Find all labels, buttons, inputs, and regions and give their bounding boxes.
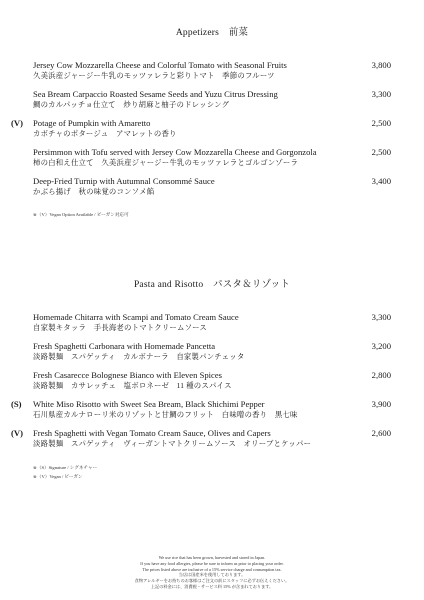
menu-item xyxy=(33,176,391,197)
item-name-en: Fresh Casarecce Bolognese Bianco with Eleven Spices xyxy=(33,370,223,380)
menu-item xyxy=(33,89,391,110)
item-name-ja: 自家製キタッラ 手長海老のトマトクリームソース xyxy=(33,323,207,332)
item-price: 3,300 xyxy=(371,89,391,99)
item-name-ja: 柿の白和え仕立て 久美浜産ジャージー牛乳のモッツァレラとゴルゴンゾーラ xyxy=(33,158,299,167)
pasta-title: Pasta and Risotto パスタ＆リゾット xyxy=(133,280,291,290)
appetizers-title: Appetizers 前菜 xyxy=(175,28,249,38)
item-name-en: Jersey Cow Mozzarella Cheese and Colorful Tomato with Seasonal Fruits xyxy=(33,60,287,70)
item-name-ja: かぶら揚げ 秋の味覚のコンソメ餡 xyxy=(33,187,155,196)
item-name-ja: 久美浜産ジャージー牛乳のモッツァレラと彩りトマト 季節のフルーツ xyxy=(33,71,275,80)
footer-line: 当店は国産米を使用しております。 xyxy=(178,572,246,578)
item-name-ja: カボチャのポタージュ アマレットの香り xyxy=(33,129,177,138)
menu-item xyxy=(33,60,391,81)
vegan-note: ※（V）Vegan / ビーガン xyxy=(33,474,83,479)
footer-line: 食物アレルギーをお持ちのお客様はご注文の前にスタッフに必ずお伝えください。 xyxy=(134,578,290,584)
menu-item xyxy=(33,399,391,420)
menu-item xyxy=(33,312,391,333)
item-name-en: White Miso Risotto with Sweet Sea Bream, Black Shichimi Pepper xyxy=(33,399,265,409)
footer-line: The prices listed above are inclusive of a 15% service charge and consumption tax. xyxy=(142,566,282,572)
footer-line: 上記の料金には、消費税・サービス料 15% が含まれております。 xyxy=(150,583,274,589)
menu-item xyxy=(33,428,391,449)
item-name-ja: 石川県産カルナローリ米のリゾットと甘鯛のフリット 白味噌の香り 黒七味 xyxy=(33,410,298,419)
item-price: 3,400 xyxy=(371,176,391,186)
item-name-en: Deep-Fried Turnip with Autumnal Consommé Sauce xyxy=(33,176,215,186)
menu-item xyxy=(33,370,391,391)
item-name-ja: 淡路製麺 カサレッチェ 塩ボロネーゼ 11 種のスパイス xyxy=(33,381,232,390)
item-name-en: Persimmon with Tofu served with Jersey Cow Mozzarella Cheese and Gorgonzola xyxy=(33,147,317,157)
item-name-ja: 淡路製麺 スパゲッティ ヴィーガントマトクリームソース オリーブとケッパー xyxy=(33,439,312,448)
item-price: 2,500 xyxy=(371,147,391,157)
footer-line: If you have any food allergies, please be sure to inform us prior to placing your order. xyxy=(140,560,284,566)
footer-notice xyxy=(0,555,424,590)
item-price: 3,300 xyxy=(371,312,391,322)
item-price: 2,600 xyxy=(371,428,391,438)
item-price: 2,800 xyxy=(371,370,391,380)
vegan-mark: (V) xyxy=(11,118,23,128)
item-name-en: Fresh Spaghetti Carbonara with Homemade Pancetta xyxy=(33,341,216,351)
vegan-mark: (V) xyxy=(11,428,23,438)
item-name-ja: 淡路製麺 スパゲッティ カルボナーラ 自家製パンチェッタ xyxy=(33,352,245,361)
item-price: 3,800 xyxy=(371,60,391,70)
footer-line: We use rice that has been grown, harvested and stored in Japan. xyxy=(158,555,266,560)
menu-item xyxy=(33,147,391,168)
item-name-en: Fresh Spaghetti with Vegan Tomato Cream Sauce, Olives and Capers xyxy=(33,428,271,438)
signature-note: ※（S）Signature / シグネチャー xyxy=(33,465,98,470)
menu-item xyxy=(33,341,391,362)
item-price: 2,500 xyxy=(371,118,391,128)
item-name-ja: 鯛のカルパッチョ仕立て 炒り胡麻と柚子のドレッシング xyxy=(33,100,230,109)
item-price: 3,900 xyxy=(371,399,391,409)
item-price: 3,200 xyxy=(371,341,391,351)
item-name-en: Potage of Pumpkin with Amaretto xyxy=(33,118,151,128)
signature-mark: (S) xyxy=(11,399,22,409)
item-name-en: Sea Bream Carpaccio Roasted Sesame Seeds and Yuzu Citrus Dressing xyxy=(33,89,278,99)
menu-item xyxy=(33,118,391,139)
item-name-en: Homemade Chitarra with Scampi and Tomato Cream Sauce xyxy=(33,312,239,322)
vegan-option-note: ※（V）Vegan Option Available / ビーガン対応可 xyxy=(33,212,129,217)
